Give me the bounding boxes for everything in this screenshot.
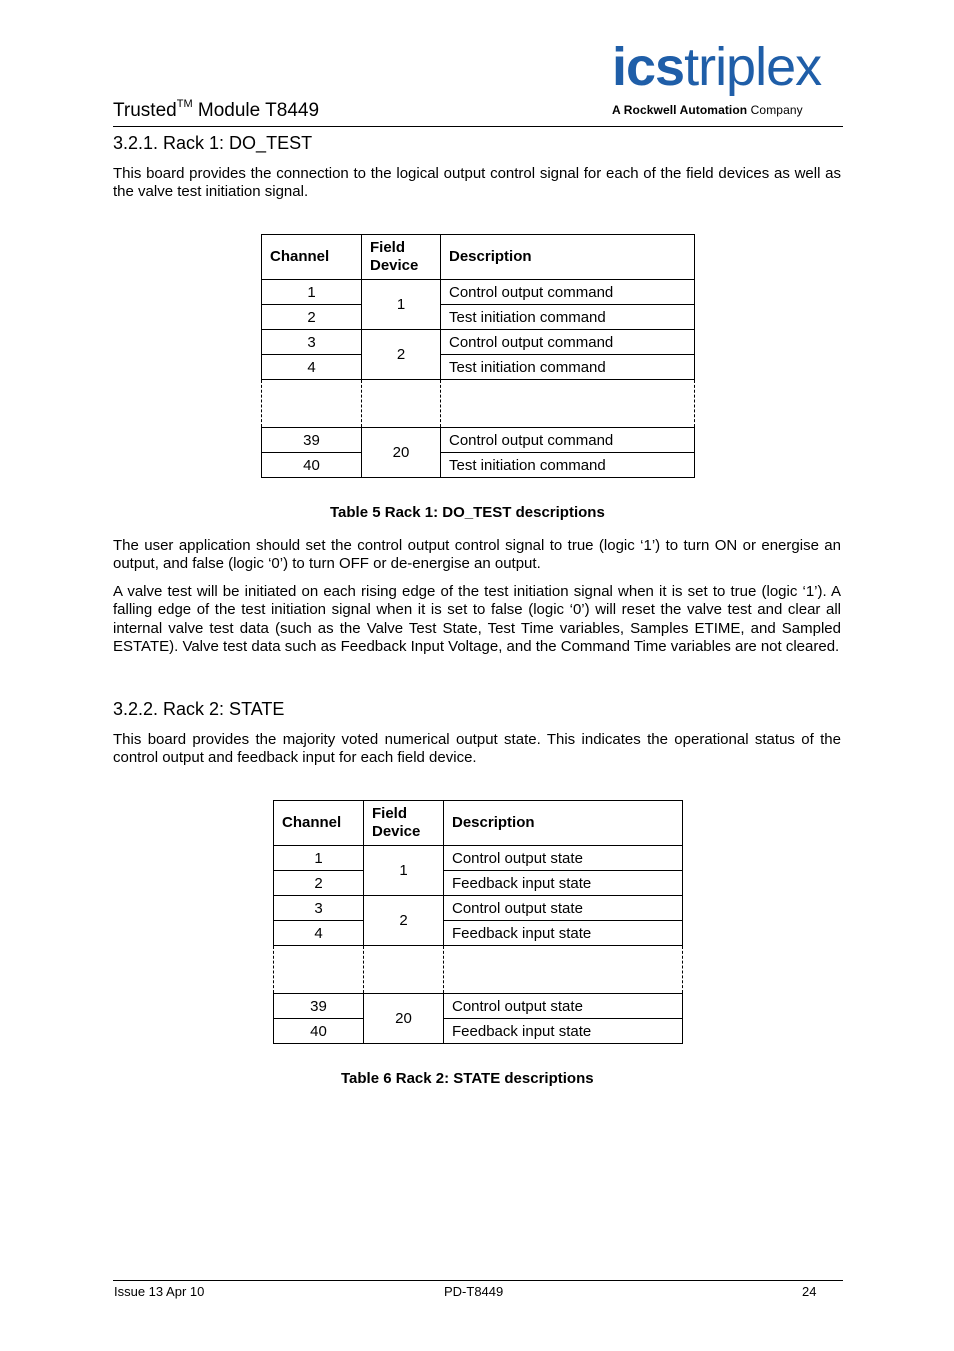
table-row: 39 20 Control output state xyxy=(274,994,683,1019)
logo-triplex-text: triplex xyxy=(684,37,822,97)
section2-intro: This board provides the majority voted numerical output state. This indicates the operational status of the control output and feedback input for each field device. xyxy=(113,731,841,767)
header-field-device: Field Device xyxy=(364,801,444,846)
footer-divider xyxy=(113,1280,843,1281)
header-channel: Channel xyxy=(274,801,364,846)
table5-caption: Table 5 Rack 1: DO_TEST descriptions xyxy=(330,504,605,521)
footer-doc-id: PD-T8449 xyxy=(444,1284,504,1299)
table-row: 3 2 Control output state xyxy=(274,896,683,921)
table-rack1-do-test xyxy=(261,234,695,478)
logo-ics-text: ics xyxy=(612,37,685,97)
document-title: Trusted™ Module T8449 xyxy=(113,97,320,121)
footer-issue: Issue 13 Apr 10 xyxy=(114,1284,205,1299)
header-field-device: Field Device xyxy=(362,235,441,280)
table-ellipsis-row xyxy=(262,380,695,428)
header-divider xyxy=(113,126,843,127)
table-row: 4 Feedback input state xyxy=(274,921,683,946)
table-ellipsis-row xyxy=(274,946,683,994)
table-row: 4 Test initiation command xyxy=(262,355,695,380)
header-description: Description xyxy=(444,801,683,846)
table-header-row xyxy=(274,801,683,846)
table-row: 2 Feedback input state xyxy=(274,871,683,896)
section1-paragraph-3: A valve test will be initiated on each rising edge of the test initiation signal when it is set to true (logic ‘1’). A falling edge of the test initiation signal when it is set to false (logic ‘0’) will reset the valve test and clear all internal valve test data (such as the Valve Test State, Test Time variables, Samples ETIME, and Sampled ESTATE). Valve test data such as Feedback Input Voltage, and the Command Time variables are not cleared. xyxy=(113,583,841,656)
table-row: 39 20 Control output command xyxy=(262,428,695,453)
logo-tagline: A Rockwell Automation Company xyxy=(612,103,803,117)
table6-caption: Table 6 Rack 2: STATE descriptions xyxy=(341,1070,594,1087)
table-row: 40 Test initiation command xyxy=(262,453,695,478)
table-row: 2 Test initiation command xyxy=(262,305,695,330)
footer-page-number: 24 xyxy=(802,1284,817,1299)
table-row: 3 2 Control output command xyxy=(262,330,695,355)
ics-triplex-logo xyxy=(608,37,844,120)
table-header-row xyxy=(262,235,695,280)
section1-intro: This board provides the connection to the logical output control signal for each of the field devices as well as the valve test initiation signal. xyxy=(113,165,841,201)
header-channel: Channel xyxy=(262,235,362,280)
section1-paragraph-2: The user application should set the control output control signal to true (logic ‘1’) to turn ON or energise an output, and false (logic ‘0’) to turn OFF or de-energise an output. xyxy=(113,537,841,573)
section-heading-rack1: 3.2.1. Rack 1: DO_TEST xyxy=(113,133,313,153)
table-row: 1 1 Control output command xyxy=(262,280,695,305)
section-heading-rack2: 3.2.2. Rack 2: STATE xyxy=(113,699,285,719)
trademark-sup: TM xyxy=(176,97,193,110)
table-row: 40 Feedback input state xyxy=(274,1019,683,1044)
table-row: 1 1 Control output state xyxy=(274,846,683,871)
table-rack2-state xyxy=(273,800,683,1044)
header-description: Description xyxy=(441,235,695,280)
